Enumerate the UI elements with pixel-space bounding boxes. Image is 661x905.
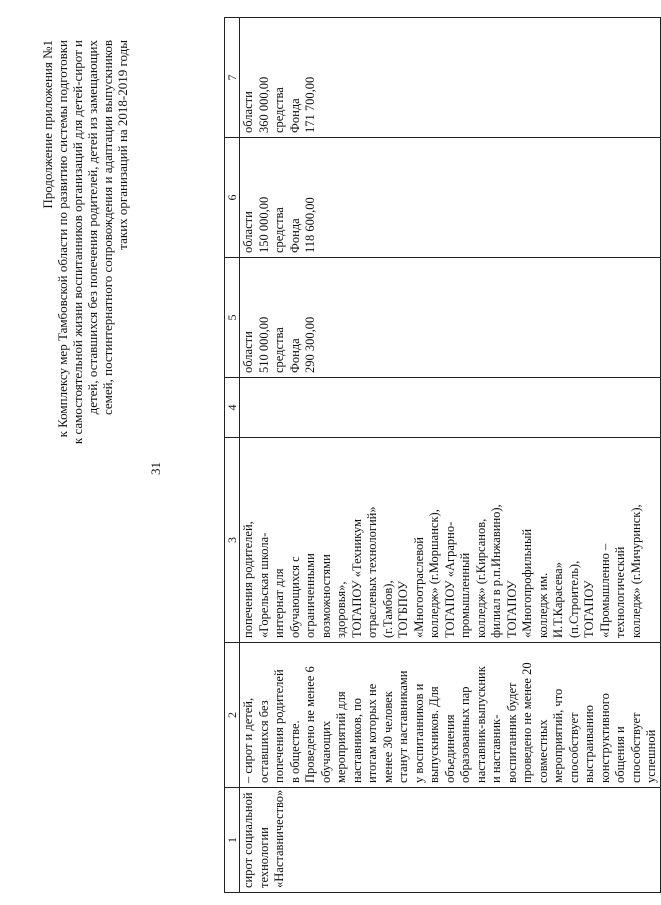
cell-line: технологии	[256, 827, 271, 888]
cell-line: ТОГАПОУ	[582, 580, 596, 638]
cell-line: сирот социальной	[241, 792, 255, 888]
cell-line: ТОГАПОУ «Аграрно-	[442, 521, 457, 638]
cell-line: обучающихся с	[287, 556, 302, 638]
column-number: 5	[225, 258, 240, 378]
column-number: 7	[225, 18, 240, 138]
expected-result-cell	[240, 643, 661, 788]
cell-line: объединения	[442, 714, 457, 783]
cell-line: отраслевых технологий»	[365, 506, 379, 638]
cell-line: области	[241, 91, 255, 133]
column-number: 3	[225, 438, 240, 643]
cell-line: оставшихся без	[256, 700, 271, 783]
column-number-row	[225, 18, 240, 893]
cell-line: интернат для	[272, 568, 286, 638]
cell-line: «Горельская школа-	[256, 532, 271, 638]
cell-line: общения и	[613, 726, 627, 783]
cell-line: станут наставниками	[396, 670, 410, 783]
cell-line: итогам которых не	[365, 683, 379, 783]
cell-line: наставник-выпускник	[473, 666, 488, 783]
cell-line: здоровья»,	[334, 581, 348, 638]
cell-line: ТОГБПОУ	[396, 580, 410, 638]
cell-line: (г.Тамбов),	[380, 580, 395, 638]
cell-line: Проведено не менее 6	[303, 666, 317, 783]
empty-cell	[240, 378, 661, 438]
column-number: 4	[225, 378, 240, 438]
cell-line: области	[241, 211, 255, 253]
cell-line: и наставник-	[489, 714, 503, 783]
cell-line: средства	[272, 327, 286, 373]
cell-line: 150 000,00	[256, 196, 271, 253]
cell-line: колледж» (г.Моршанск),	[427, 509, 441, 638]
cell-line: 360 000,00	[256, 76, 271, 133]
cell-line: мероприятий для	[334, 691, 348, 783]
header-line: детей, оставшихся без попечения родителей, детей из замещающих	[85, 40, 100, 415]
cell-line: (п.Строитель),	[566, 560, 581, 638]
cell-line: способствует	[566, 712, 581, 783]
funding-total-cell	[240, 258, 661, 378]
cell-line: ТОГАПОУ	[504, 580, 519, 638]
appendix-header	[40, 40, 130, 600]
cell-line: колледж» (г.Кирсанов,	[473, 518, 488, 638]
cell-line: успешной	[644, 729, 658, 783]
cell-line: воспитанник будет	[504, 682, 519, 783]
cell-line: выстраиванию	[582, 705, 596, 783]
column-number: 2	[225, 643, 240, 788]
cell-line: средства	[272, 87, 286, 133]
column-number: 6	[225, 138, 240, 258]
executors-cell	[240, 438, 661, 643]
header-line: к самостоятельной жизни воспитанников организаций для детей-сирот и	[70, 40, 85, 445]
cell-line: 171 700,00	[303, 76, 317, 133]
header-line: Продолжение приложения №1	[40, 40, 55, 209]
cell-line: обучающих	[318, 720, 333, 783]
cell-line: выпускников. Для	[427, 686, 441, 783]
cell-line: попечения родителей	[272, 669, 286, 783]
funding-2018-cell	[240, 138, 661, 258]
cell-line: совместных	[535, 719, 550, 783]
table-row	[240, 18, 661, 893]
cell-line: менее 30 человек	[380, 691, 395, 783]
cell-line: 290 300,00	[303, 316, 317, 373]
cell-line: способствует	[628, 712, 643, 783]
measures-table	[224, 17, 661, 893]
cell-line: «Наставничество»	[272, 789, 286, 888]
cell-line: мероприятий, что	[551, 688, 565, 783]
header-line: семей, постинтернатного сопровождения и адаптации выпускников	[100, 40, 115, 416]
cell-line: попечения родителей,	[241, 521, 255, 638]
cell-line: возможностями	[318, 554, 333, 638]
cell-line: И.Т.Карасева»	[551, 562, 565, 638]
cell-line: Фонда	[287, 338, 302, 373]
cell-line: ограниченными	[303, 553, 317, 638]
cell-line: области	[241, 331, 255, 373]
cell-line: Фонда	[287, 218, 302, 253]
measure-name-cell	[240, 788, 661, 893]
cell-line: 118 600,00	[303, 197, 317, 253]
cell-line: ТОГАПОУ «Техникум	[349, 518, 364, 638]
cell-line: у воспитанников и	[411, 683, 426, 783]
cell-line: средства	[272, 207, 286, 253]
cell-line: колледж им.	[535, 572, 550, 638]
header-line: таких организаций на 2018-2019 годы	[115, 40, 130, 250]
cell-line: конструктивного	[597, 693, 612, 783]
cell-line: промышленный	[458, 552, 472, 638]
cell-line: проведено не менее 20	[520, 662, 534, 783]
cell-line: – сирот и детей,	[241, 697, 255, 783]
cell-line: колледж» (г.Мичуринск),	[628, 504, 643, 638]
cell-line: филиал в р.п.Инжавино),	[489, 504, 503, 638]
page-number: 31	[148, 462, 163, 475]
cell-line: технологический	[613, 546, 627, 638]
cell-line: «Многопрофильный	[520, 528, 534, 638]
cell-line: Фонда	[287, 98, 302, 133]
cell-line: «Многоотраслевой	[411, 537, 426, 638]
funding-2019-cell	[240, 18, 661, 138]
cell-line: 510 000,00	[256, 316, 271, 373]
column-number: 1	[225, 788, 240, 893]
cell-line: в обществе.	[287, 720, 302, 783]
cell-line: «Промышленно –	[597, 543, 612, 638]
cell-line: наставников, по	[349, 697, 364, 783]
header-line: к Комплексу мер Тамбовской области по развитию системы подготовки	[55, 40, 70, 438]
cell-line: образованных пар	[458, 686, 472, 783]
